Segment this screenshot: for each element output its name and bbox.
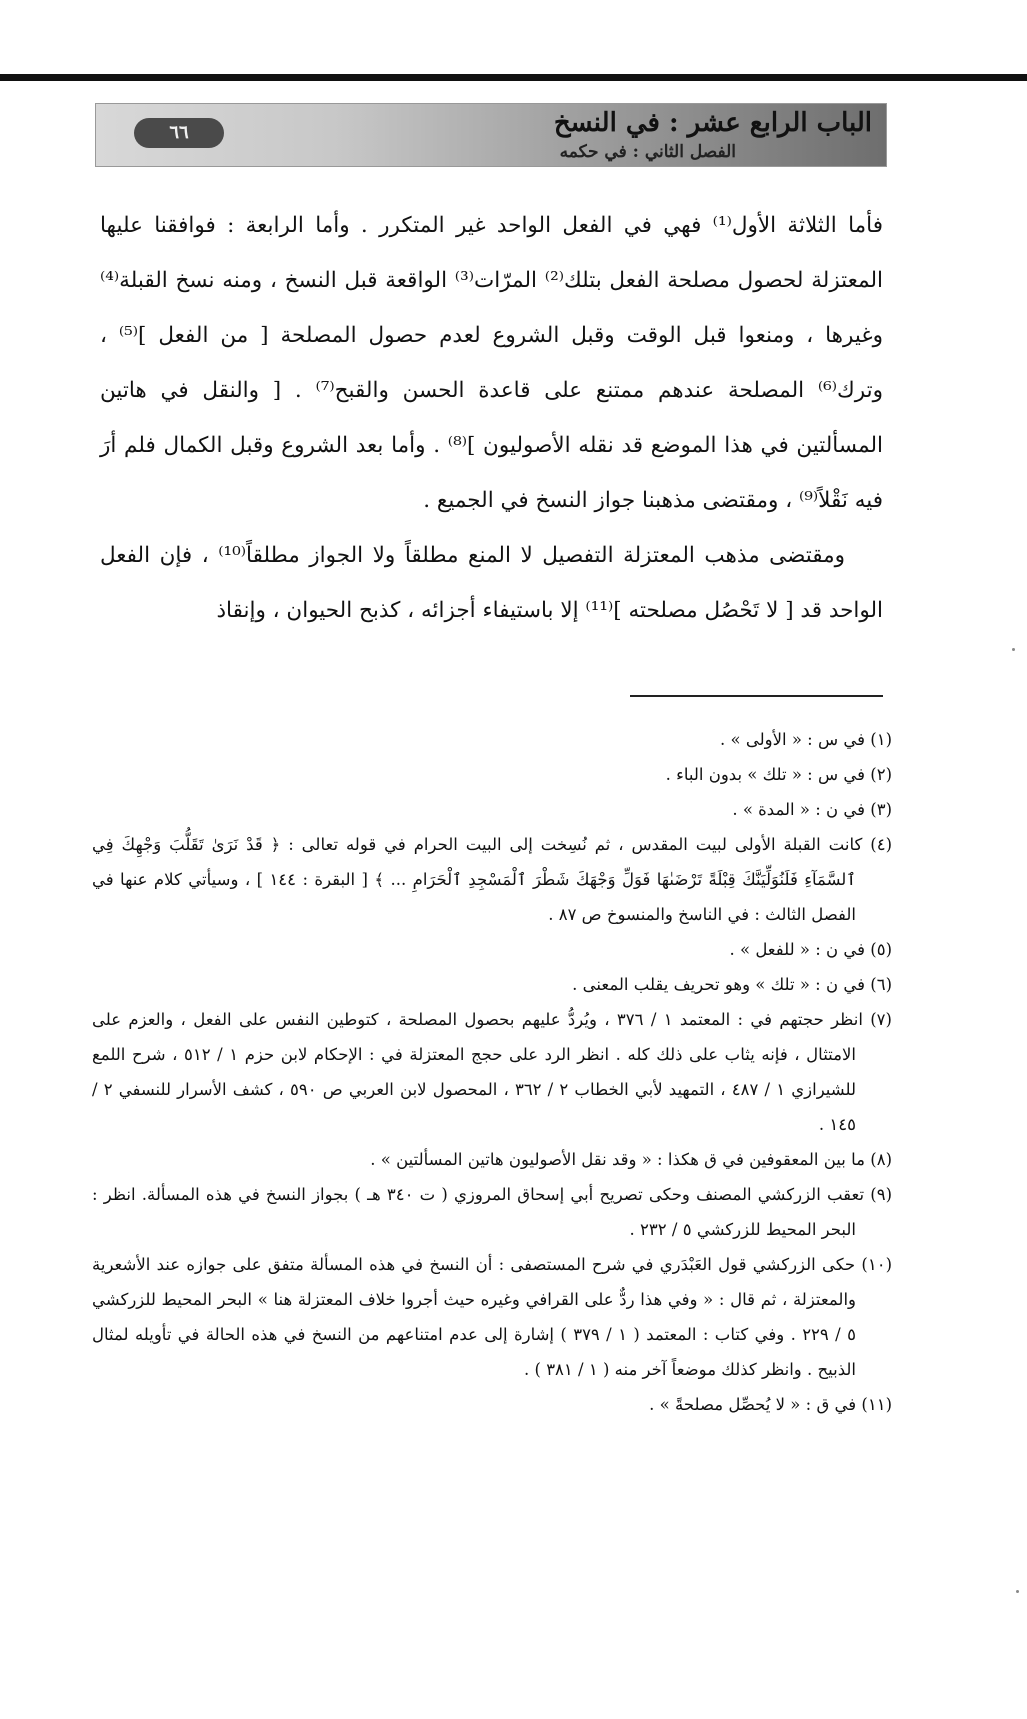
footnote-3: (٣) في ن : « المدة » . (732, 800, 892, 819)
footnote-1: (١) في س : « الأولى » . (720, 730, 892, 749)
scan-speck (1016, 1590, 1019, 1593)
chapter-title: الباب الرابع عشر : في النسخ (553, 108, 872, 138)
paragraph-1: فأما الثلاثة الأول⁽¹⁾ فهي في الفعل الواحد غير المتكرر . وأما الرابعة : فوافقنا عليها المعتزلة لحصول مصلحة الفعل بتلك⁽²⁾ المرّات⁽³⁾ الواقعة قبل النسخ ، ومنه نسخ القبلة⁽⁴⁾ وغيرها ، ومنعوا قبل الوقت وقبل الشروع لعدم حصول المصلحة [ من الفعل ]⁽⁵⁾ ، وترك⁽⁶⁾ المصلحة عندهم ممتنع على قاعدة الحسن والقبح⁽⁷⁾ . [ والنقل في هاتين المسألتين في هذا الموضع قد نقله الأصوليون ]⁽⁸⁾ . وأما بعد الشروع وقبل الكمال فلم أرَ فيه نَقْلاً⁽⁹⁾ ، ومقتضى مذهبنا جواز النسخ في الجميع . (100, 213, 884, 513)
footnote-6: (٦) في ن : « تلك » وهو تحريف يقلب المعنى . (572, 975, 892, 994)
main-text (100, 198, 883, 638)
footnotes (92, 722, 892, 1422)
footnote-9: (٩) تعقب الزركشي المصنف وحكى تصريح أبي إسحاق المروزي ( ت ٣٤٠ هـ ) بجواز النسخ في هذه المسألة. انظر : البحر المحيط للزركشي ٥ / ٢٣٢ . (92, 1185, 892, 1239)
top-border-rule (0, 74, 1027, 81)
section-subtitle: الفصل الثاني : في حكمه (559, 142, 736, 162)
footnote-4: (٤) كانت القبلة الأولى لبيت المقدس ، ثم نُسِخت إلى البيت الحرام في قوله تعالى : ﴿ قَدْ نَرَىٰ تَقَلُّبَ وَجْهِكَ فِي ٱلسَّمَآءِ فَلَنُوَلِّيَنَّكَ قِبْلَةً تَرْضَىٰهَا فَوَلِّ وَجْهَكَ شَطْرَ ٱلْمَسْجِدِ ٱلْحَرَامِ ... ﴾ [ البقرة : ١٤٤ ] ، وسيأتي كلام عنها في الفصل الثالث : في الناسخ والمنسوخ ص ٨٧ . (92, 835, 892, 924)
footnote-8: (٨) ما بين المعقوفين في ق هكذا : « وقد نقل الأصوليون هاتين المسألتين » . (370, 1150, 892, 1169)
paragraph-2: ومقتضى مذهب المعتزلة التفصيل لا المنع مطلقاً ولا الجواز مطلقاً⁽¹⁰⁾ ، فإن الفعل الواحد قد [ لا تَحْصُل مصلحته ]⁽¹¹⁾ إلا باستيفاء أجزائه ، كذبح الحيوان ، وإنقاذ (100, 543, 883, 623)
footnote-10: (١٠) حكى الزركشي قول العَبْدَري في شرح المستصفى : أن النسخ في هذه المسألة متفق على جوازه عند الأشعرية والمعتزلة ، ثم قال : « وفي هذا ردٌّ على القرافي وغيره حيث أجروا خلاف المعتزلة هنا » البحر المحيط للزركشي ٥ / ٢٢٩ . وفي كتاب : المعتمد ( ١ / ٣٧٩ ) إشارة إلى عدم امتناعهم من النسخ في هذه الحالة في تأويله لمثال الذبيح . وانظر كذلك موضعاً آخر منه ( ١ / ٣٨١ ) . (92, 1255, 892, 1379)
scan-speck (1012, 648, 1015, 651)
footnote-7: (٧) انظر حجتهم في : المعتمد ١ / ٣٧٦ ، ويُردُّ عليهم بحصول المصلحة ، كتوطين النفس على الفعل ، والعزم على الامتثال ، فإنه يثاب على ذلك كله . انظر الرد على حجج المعتزلة في : الإحكام لابن حزم ١ / ٥١٢ ، شرح اللمع للشيرازي ١ / ٤٨٧ ، التمهيد لأبي الخطاب ٢ / ٣٦٢ ، المحصول لابن العربي ص ٥٩٠ ، كشف الأسرار للنسفي ٢ / ١٤٥ . (92, 1010, 892, 1134)
footnote-11: (١١) في ق : « لا يُحصِّل مصلحةً » . (649, 1395, 892, 1414)
running-header (95, 103, 887, 167)
footnote-5: (٥) في ن : « للفعل » . (729, 940, 892, 959)
footnote-separator (630, 695, 883, 697)
footnote-2: (٢) في س : « تلك » بدون الباء . (665, 765, 892, 784)
page-number-badge: ٦٦ (134, 118, 224, 148)
